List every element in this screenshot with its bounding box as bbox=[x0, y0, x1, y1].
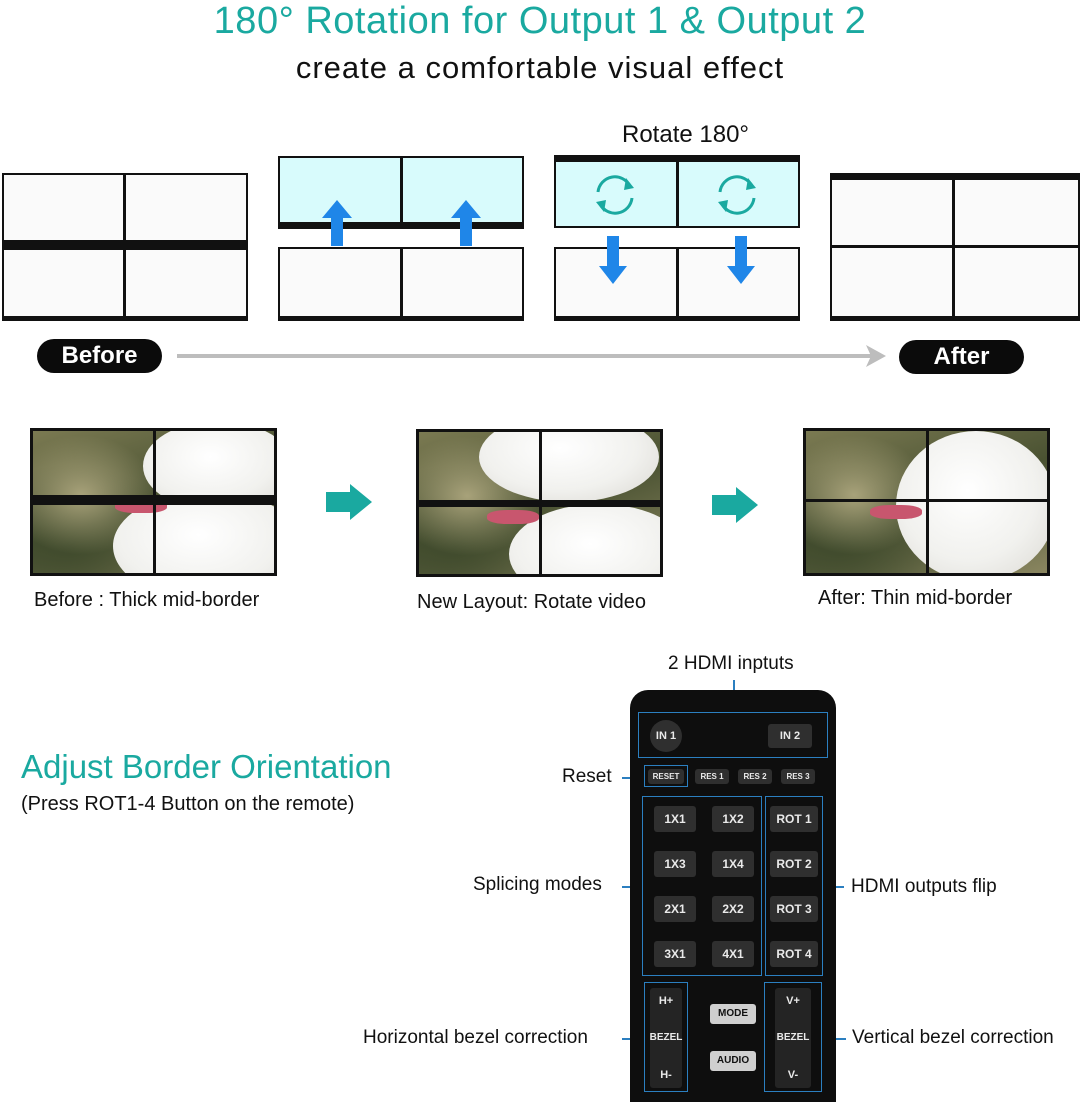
mode-2x1-button[interactable]: 2X1 bbox=[654, 896, 696, 922]
screen-divider bbox=[400, 156, 403, 224]
rot4-button[interactable]: ROT 4 bbox=[770, 941, 818, 967]
screen-bottom-bar bbox=[830, 316, 1080, 321]
mode-1x1-button[interactable]: 1X1 bbox=[654, 806, 696, 832]
callout-splicing: Splicing modes bbox=[473, 874, 602, 895]
h-minus-button[interactable]: H- bbox=[660, 1069, 672, 1081]
before-pill: Before bbox=[37, 339, 162, 373]
dog-tongue bbox=[870, 505, 922, 519]
screen-bottom-bar bbox=[2, 316, 248, 321]
v-plus-button[interactable]: V+ bbox=[786, 995, 800, 1007]
callout-inputs: 2 HDMI inptuts bbox=[668, 653, 794, 674]
page-subtitle: create a comfortable visual effect bbox=[295, 50, 785, 85]
arrow-right-icon bbox=[866, 345, 886, 367]
rot1-button[interactable]: ROT 1 bbox=[770, 806, 818, 832]
screen-divider bbox=[123, 248, 126, 320]
hbezel-label: BEZEL bbox=[649, 1032, 683, 1043]
arrow-down-icon bbox=[727, 236, 755, 284]
arrow-down-icon bbox=[599, 236, 627, 284]
screen-bottom-bar bbox=[278, 316, 524, 321]
mode-1x4-button[interactable]: 1X4 bbox=[712, 851, 754, 877]
screen-panel bbox=[830, 178, 1080, 318]
dog-body bbox=[896, 431, 1050, 576]
screen-bottom-bar bbox=[554, 316, 800, 321]
arrow-right-icon bbox=[326, 484, 372, 520]
res1-button[interactable]: RES 1 bbox=[695, 769, 729, 784]
vbezel-label: BEZEL bbox=[776, 1032, 810, 1043]
audio-button[interactable]: AUDIO bbox=[710, 1051, 756, 1071]
rot3-button[interactable]: ROT 3 bbox=[770, 896, 818, 922]
adjust-note: (Press ROT1-4 Button on the remote) bbox=[21, 793, 355, 815]
res3-button[interactable]: RES 3 bbox=[781, 769, 815, 784]
callout-reset: Reset bbox=[562, 766, 612, 787]
caption-before: Before : Thick mid-border bbox=[34, 589, 260, 611]
reset-button[interactable]: RESET bbox=[648, 769, 684, 784]
callout-vbezel: Vertical bezel correction bbox=[852, 1027, 1054, 1048]
rotate-label: Rotate 180° bbox=[622, 121, 750, 148]
rotate-icon bbox=[712, 172, 762, 218]
res2-button[interactable]: RES 2 bbox=[738, 769, 772, 784]
mode-2x2-button[interactable]: 2X2 bbox=[712, 896, 754, 922]
callout-hbezel: Horizontal bezel correction bbox=[363, 1027, 588, 1048]
rot2-button[interactable]: ROT 2 bbox=[770, 851, 818, 877]
photo-before bbox=[30, 428, 277, 576]
screen-divider bbox=[952, 178, 955, 318]
thin-mid-border bbox=[830, 245, 1080, 248]
caption-new-layout: New Layout: Rotate video bbox=[417, 591, 647, 613]
arrow-right-icon bbox=[712, 487, 758, 523]
photo-new-layout bbox=[416, 429, 663, 577]
callout-flip: HDMI outputs flip bbox=[851, 876, 997, 897]
screen-divider bbox=[676, 160, 679, 228]
dog-tongue bbox=[487, 510, 539, 524]
remote-control bbox=[630, 690, 836, 1102]
v-minus-button[interactable]: V- bbox=[787, 1069, 799, 1081]
after-pill: After bbox=[899, 340, 1024, 374]
mode-1x2-button[interactable]: 1X2 bbox=[712, 806, 754, 832]
rotate-icon bbox=[590, 172, 640, 218]
adjust-heading: Adjust Border Orientation bbox=[21, 748, 392, 785]
mode-1x3-button[interactable]: 1X3 bbox=[654, 851, 696, 877]
screen-divider bbox=[123, 173, 126, 243]
page-title: 180° Rotation for Output 1 & Output 2 bbox=[213, 0, 867, 42]
in2-button[interactable]: IN 2 bbox=[768, 724, 812, 748]
thick-mid-border bbox=[278, 222, 524, 229]
photo-after bbox=[803, 428, 1050, 576]
h-plus-button[interactable]: H+ bbox=[658, 995, 674, 1007]
mode-4x1-button[interactable]: 4X1 bbox=[712, 941, 754, 967]
arrow-up-icon bbox=[322, 200, 352, 246]
caption-after: After: Thin mid-border bbox=[818, 587, 1013, 609]
mode-button[interactable]: MODE bbox=[710, 1004, 756, 1024]
mode-3x1-button[interactable]: 3X1 bbox=[654, 941, 696, 967]
screen-divider bbox=[400, 247, 403, 319]
timeline-line bbox=[177, 354, 872, 358]
arrow-up-icon bbox=[451, 200, 481, 246]
in1-button[interactable]: IN 1 bbox=[650, 720, 682, 752]
screen-divider bbox=[676, 247, 679, 319]
thick-mid-border bbox=[2, 240, 248, 248]
